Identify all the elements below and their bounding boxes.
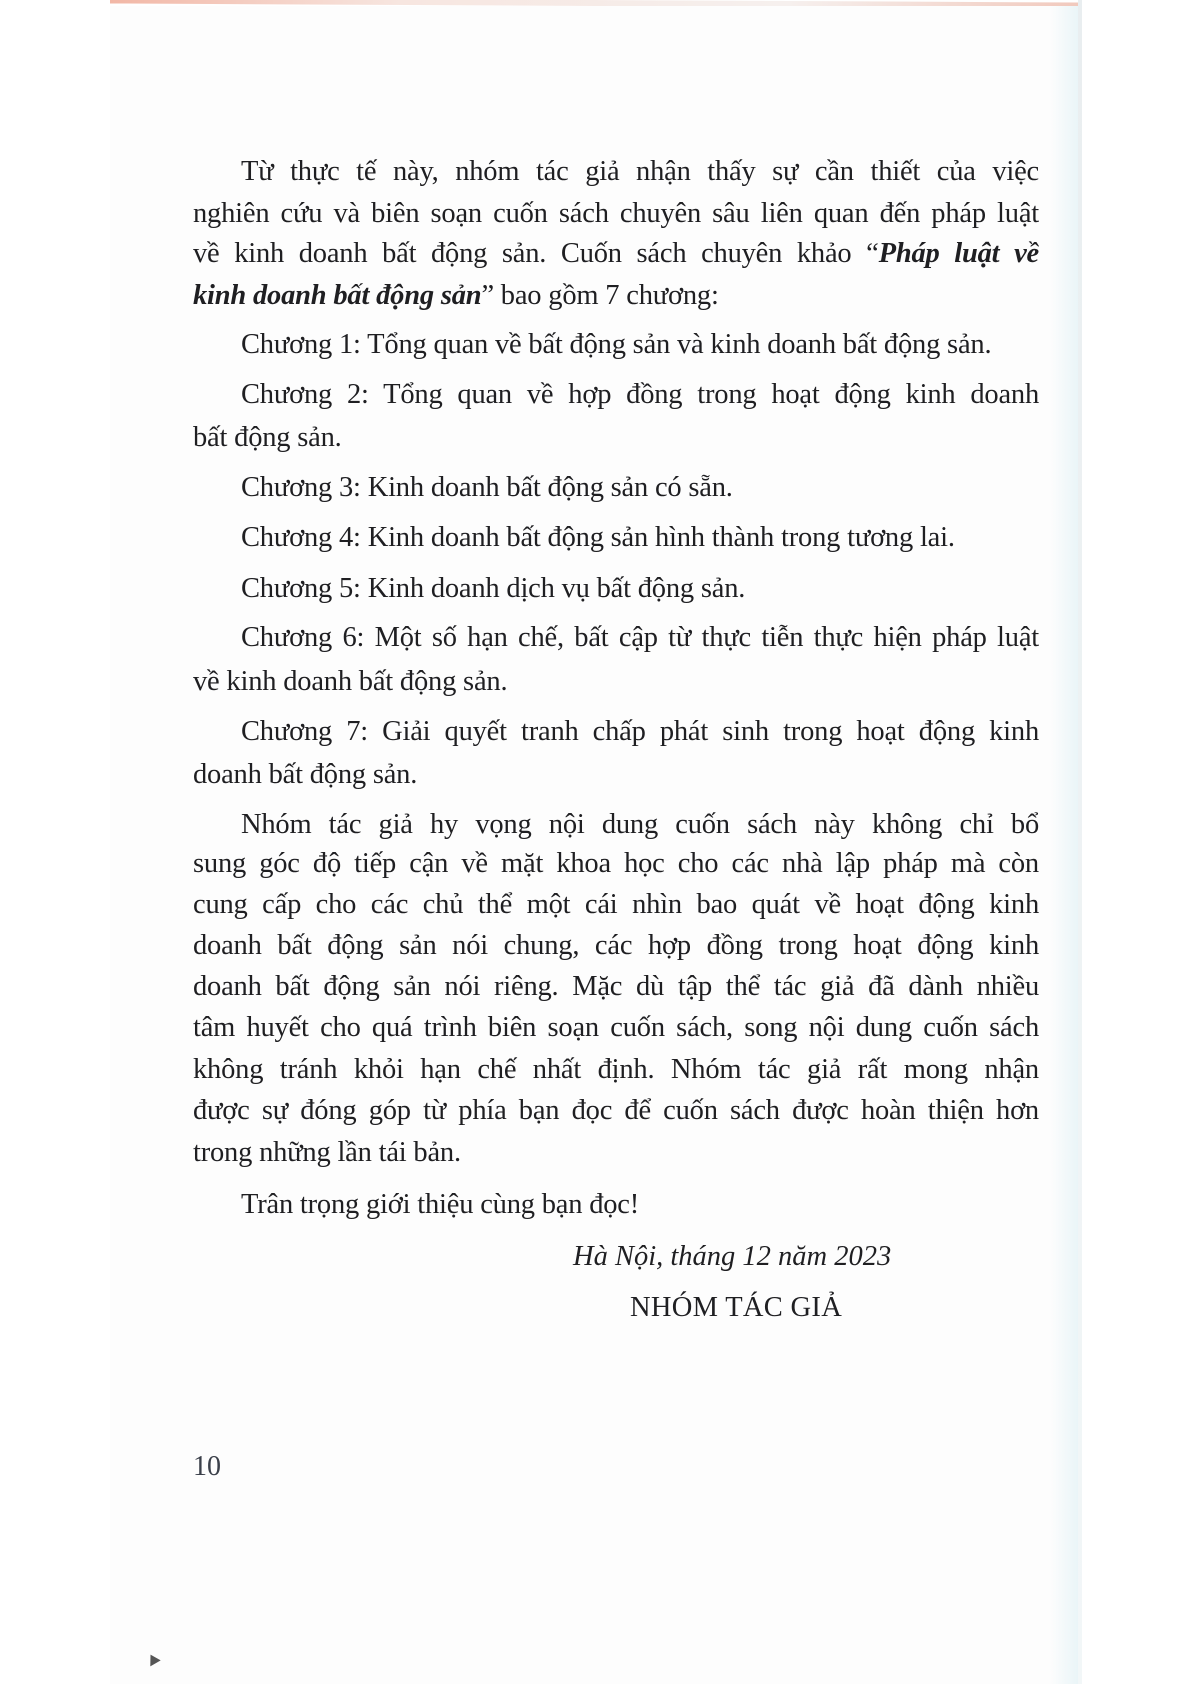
- page-right-shadow: [1050, 6, 1078, 1684]
- intro-line-2: nghiên cứu và biên soạn cuốn sách chuyên sâu liên quan đến pháp luật: [193, 198, 1039, 229]
- chapter-5: Chương 5: Kinh doanh dịch vụ bất động sản.: [241, 573, 746, 604]
- chapter-4: Chương 4: Kinh doanh bất động sản hình thành trong tương lai.: [241, 522, 955, 553]
- author-signature: NHÓM TÁC GIẢ: [630, 1292, 843, 1323]
- intro-line-1: Từ thực tế này, nhóm tác giả nhận thấy sự cần thiết của việc: [241, 156, 1039, 187]
- page-right-edge: [1078, 0, 1082, 1684]
- book-title-part-1: Pháp luật về: [878, 238, 1039, 269]
- chapter-2: Chương 2: Tổng quan về hợp đồng trong hoạt động kinh doanh: [241, 379, 1039, 410]
- greeting: Trân trọng giới thiệu cùng bạn đọc!: [241, 1189, 640, 1220]
- book-title-part-2: kinh doanh bất động sản: [193, 280, 482, 311]
- closing-line-4: doanh bất động sản nói chung, các hợp đồng trong hoạt động kinh: [193, 930, 1039, 961]
- place-date: Hà Nội, tháng 12 năm 2023: [573, 1241, 892, 1272]
- intro-line-4-suffix: ” bao gồm 7 chương:: [481, 280, 719, 311]
- closing-line-5: doanh bất động sản nói riêng. Mặc dù tập thể tác giả đã dành nhiều: [193, 971, 1039, 1002]
- chapter-2-cont: bất động sản.: [193, 422, 342, 453]
- closing-line-3: cung cấp cho các chủ thể một cái nhìn bao quát về hoạt động kinh: [193, 889, 1039, 920]
- intro-line-3-text: về kinh doanh bất động sản. Cuốn sách chuyên khảo “: [193, 238, 879, 269]
- chapter-1: Chương 1: Tổng quan về bất động sản và kinh doanh bất động sản.: [241, 329, 992, 360]
- closing-line-6: tâm huyết cho quá trình biên soạn cuốn sách, song nội dung cuốn sách: [193, 1012, 1039, 1043]
- closing-line-2: sung góc độ tiếp cận về mặt khoa học cho các nhà lập pháp mà còn: [193, 848, 1039, 879]
- intro-line-3: [193, 236, 1039, 272]
- closing-line-9: trong những lần tái bản.: [193, 1137, 461, 1168]
- chapter-6: Chương 6: Một số hạn chế, bất cập từ thực tiễn thực hiện pháp luật: [241, 622, 1039, 653]
- chapter-7-cont: doanh bất động sản.: [193, 759, 418, 790]
- closing-line-7: không tránh khỏi hạn chế nhất định. Nhóm tác giả rất mong nhận: [193, 1054, 1039, 1085]
- closing-line-8: được sự đóng góp từ phía bạn đọc để cuốn sách được hoàn thiện hơn: [193, 1095, 1039, 1126]
- page-number: 10: [193, 1451, 221, 1482]
- chapter-3: Chương 3: Kinh doanh bất động sản có sẵn.: [241, 472, 733, 503]
- chapter-7: Chương 7: Giải quyết tranh chấp phát sinh trong hoạt động kinh: [241, 716, 1039, 747]
- chapter-6-cont: về kinh doanh bất động sản.: [193, 666, 508, 697]
- closing-line-1: Nhóm tác giả hy vọng nội dung cuốn sách này không chỉ bổ: [241, 809, 1039, 840]
- intro-line-4: [193, 278, 1039, 314]
